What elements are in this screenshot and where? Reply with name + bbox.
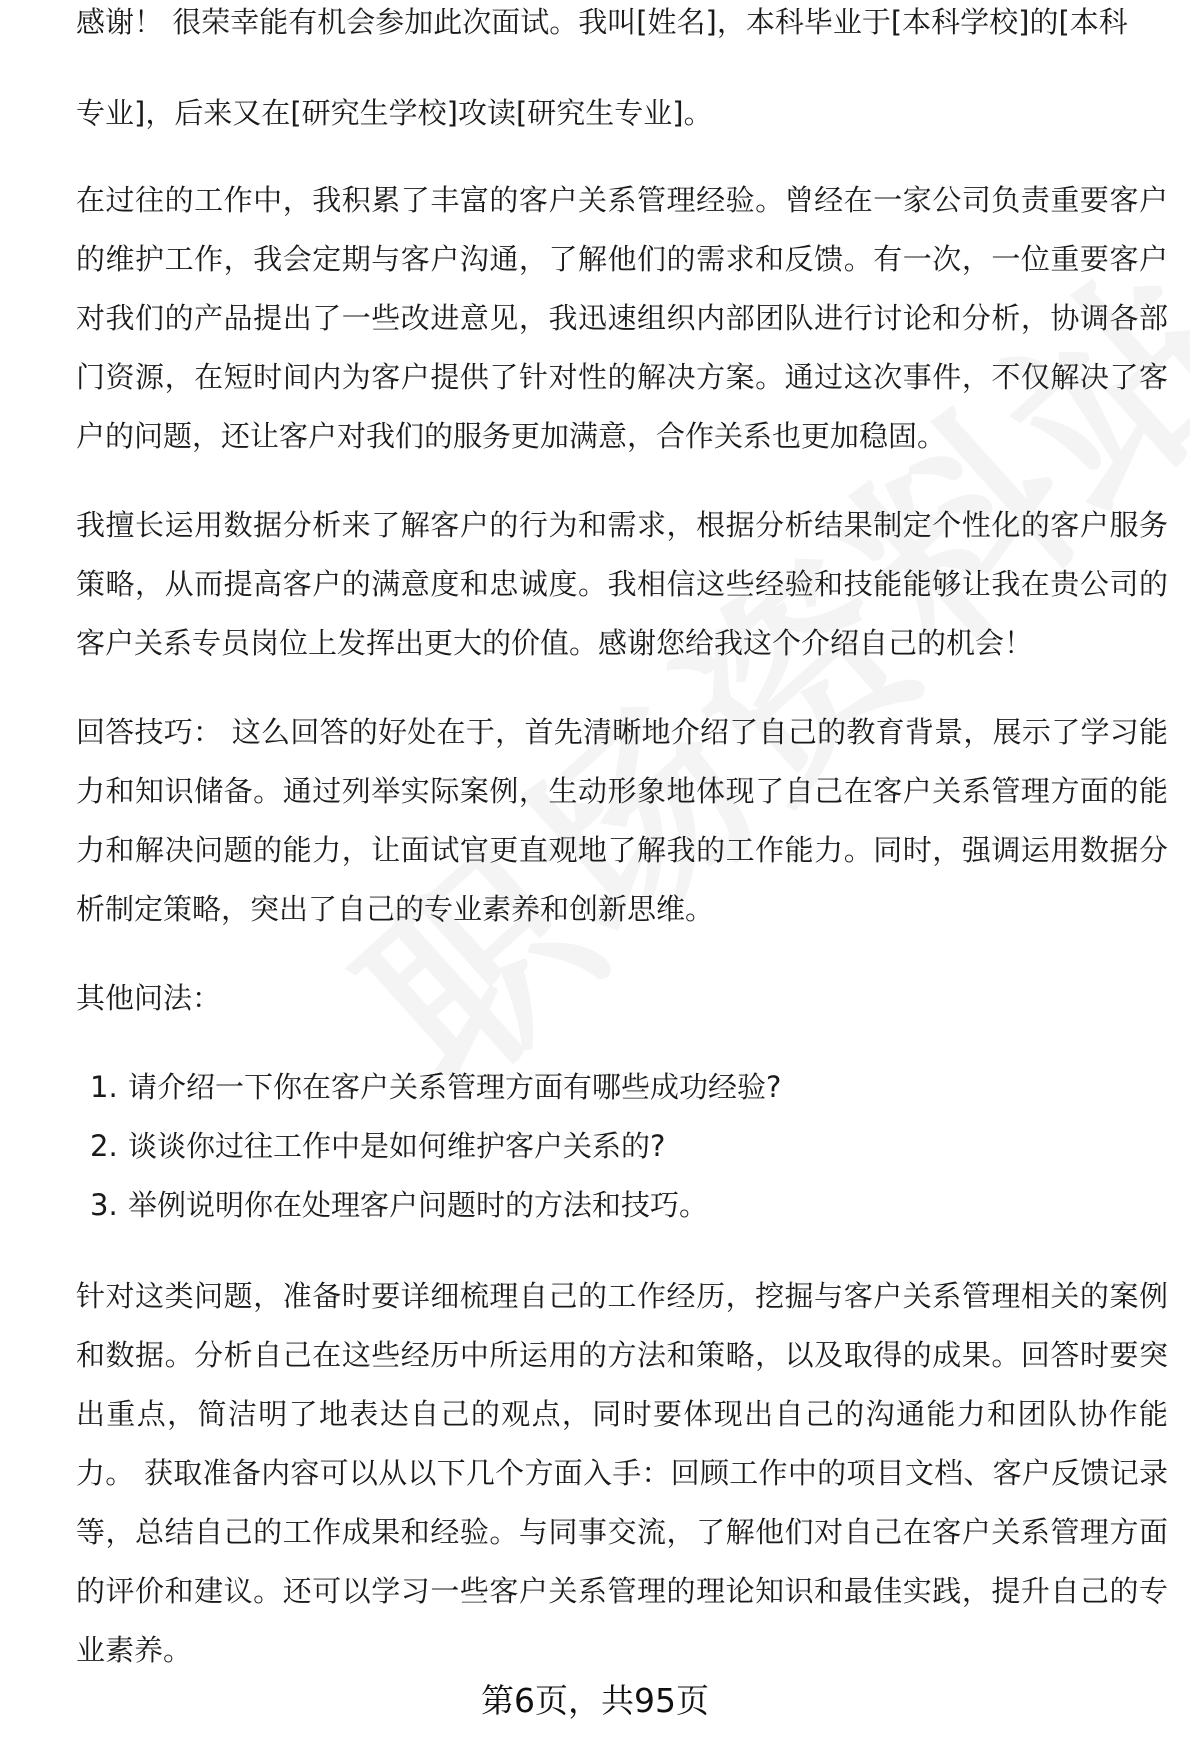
list-item (90, 1176, 1168, 1235)
paragraph-skills: 我擅长运用数据分析来了解客户的行为和需求，根据分析结果制定个性化的客户服务策略，从而提高客户的满意度和忠诚度。我相信这些经验和技能能够让我在贵公司的客户关系专员岗位上发挥出更大的价值。感谢您给我这个介绍自己的机会！ (76, 508, 1168, 660)
list-item-text: 谈谈你过往工作中是如何维护客户关系的? (128, 1129, 666, 1163)
other-questions-heading: 其他问法： (76, 981, 222, 1015)
list-item (90, 1058, 1168, 1117)
paragraph-preparation: 针对这类问题，准备时要详细梳理自己的工作经历，挖掘与客户关系管理相关的案例和数据。分析自己在这些经历中所运用的方法和策略，以及取得的成果。回答时要突出重点，简洁明了地表达自己的观点，同时要体现出自己的沟通能力和团队协作能力。 获取准备内容可以从以下几个方面入手：回顾工作中的项目文档、客户反馈记录等，总结自己的工作成果和经验。与同事交流，了解他们对自己在客户关系管理方面的评价和建议。还可以学习一些客户关系管理的理论知识和最佳实践，提升自己的专业素养。 (76, 1279, 1168, 1667)
paragraph-education: 专业]，后来又在[研究生学校]攻读[研究生专业]。 (76, 96, 713, 130)
list-item-text: 举例说明你在处理客户问题时的方法和技巧。 (128, 1188, 709, 1222)
cut-off-top-line: 感谢！ 很荣幸能有机会参加此次面试。我叫[姓名]，本科毕业于[本科学校]的[本科 (76, 5, 1128, 39)
paragraph-answer-tips: 回答技巧： 这么回答的好处在于，首先清晰地介绍了自己的教育背景，展示了学习能力和知识储备。通过列举实际案例，生动形象地体现了自己在客户关系管理方面的能力和解决问题的能力，让面试官更直观地了解我的工作能力。同时，强调运用数据分析制定策略，突出了自己的专业素养和创新思维。 (76, 715, 1168, 926)
document-page (76, 0, 1168, 1755)
document-body (76, 84, 1168, 1710)
paragraph-experience: 在过往的工作中，我积累了丰富的客户关系管理经验。曾经在一家公司负责重要客户的维护工作，我会定期与客户沟通，了解他们的需求和反馈。有一次，一位重要客户对我们的产品提出了一些改进意见，我迅速组织内部团队进行讨论和分析，协调各部门资源，在短时间内为客户提供了针对性的解决方案。通过这次事件，不仅解决了客户的问题，还让客户对我们的服务更加满意，合作关系也更加稳固。 (76, 183, 1168, 453)
list-number: 3. (90, 1188, 118, 1222)
list-item-text: 请介绍一下你在客户关系管理方面有哪些成功经验? (128, 1070, 782, 1104)
list-number: 2. (90, 1129, 118, 1163)
page-number-footer: 第6页，共95页 (481, 1681, 709, 1720)
list-number: 1. (90, 1070, 118, 1104)
questions-list (76, 1058, 1168, 1235)
list-item (90, 1117, 1168, 1176)
